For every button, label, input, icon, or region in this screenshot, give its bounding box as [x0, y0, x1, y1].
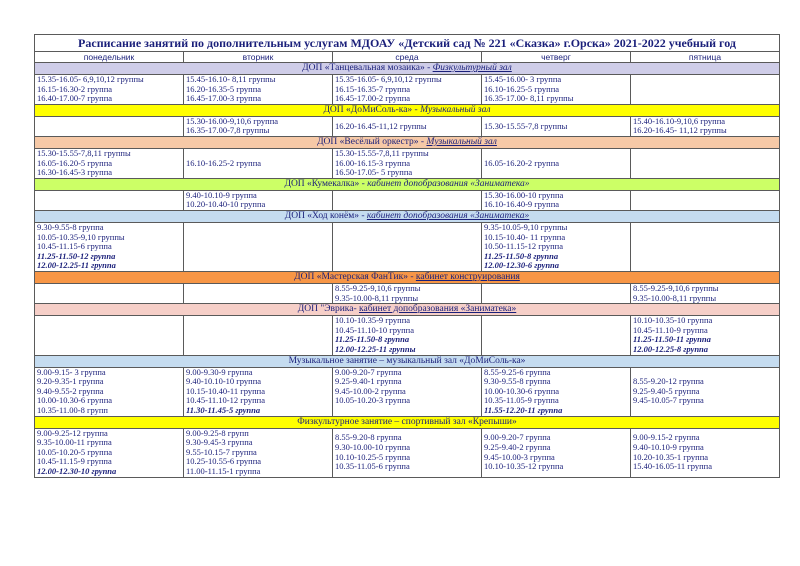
cell-thursday — [482, 283, 631, 303]
session-line: 10.10-10.35-10 группа — [633, 316, 713, 326]
cell-tuesday — [184, 316, 333, 355]
section-prefix: ДОП «ДоМиСоль-ка» - — [323, 104, 421, 115]
cell-thursday — [482, 222, 631, 271]
session-line: 10.35-11.00-8 групп — [37, 405, 108, 415]
session-line: 10.25-10.55-6 группа — [186, 457, 262, 467]
cell-monday — [35, 148, 184, 178]
cell-thursday — [482, 428, 631, 477]
section-prefix: ДОП "Эврика- — [297, 304, 360, 315]
session-line: 9.45-10.00-3 группа — [484, 452, 555, 462]
session-line: 15.35-16.05- 6,9,10,12 группы — [37, 75, 144, 84]
schedule-row — [35, 116, 780, 136]
cell-friday — [631, 428, 780, 477]
cell-monday — [35, 428, 184, 477]
session-line: 10.10-10.35-9 группа — [335, 316, 411, 326]
cell-wednesday — [333, 283, 482, 303]
session-line: 11.55-12.20-11 группа — [484, 405, 563, 415]
section-title — [35, 178, 780, 190]
cell-monday — [35, 316, 184, 355]
schedule-row — [35, 367, 780, 416]
cell-wednesday — [333, 428, 482, 477]
session-line: 9.30-9.55-8 группа — [37, 222, 104, 232]
cell-wednesday — [333, 367, 482, 416]
session-line: 16.35-17.00- 8,11 группы — [484, 94, 574, 104]
session-line: 15.40-16.05-11 группа — [633, 462, 712, 472]
session-line: 16.10-16.25-5 группа — [484, 84, 560, 94]
section-room: Музыкальный зал — [420, 104, 491, 115]
cell-tuesday — [184, 222, 333, 271]
session-line: 16.45-17.00-3 группа — [186, 94, 262, 104]
cell-thursday — [482, 75, 631, 105]
cell-wednesday — [333, 190, 482, 210]
session-line: 15.40-16.10-9,10,6 группа — [633, 116, 726, 126]
cell-thursday — [482, 190, 631, 210]
day-header-thursday: четверг — [482, 52, 631, 63]
session-line: 9.00-9.20-7 группа — [335, 367, 402, 377]
day-header-tuesday: вторник — [184, 52, 333, 63]
session-line: 9.00-9.25-12 группа — [37, 428, 108, 438]
schedule-row — [35, 428, 780, 477]
session-line: 15.30-16.00-9,10,6 группа — [186, 116, 279, 126]
cell-friday — [631, 116, 780, 136]
day-header-friday: пятница — [631, 52, 780, 63]
session-line: 12.00-12.25-8 группа — [633, 344, 709, 354]
session-line: 10.45-11.10-12 группа — [186, 396, 265, 406]
session-line: 9.35-10.05-9,10 группы — [484, 222, 568, 232]
schedule-sheet — [34, 34, 779, 478]
section-title — [35, 304, 780, 316]
session-line: 16.30-16.45-3 группа — [37, 168, 113, 178]
schedule-table — [34, 34, 780, 478]
session-line: 8.55-9.25-9,10,6 группы — [335, 283, 421, 293]
session-line: 15.45-16.00- 3 группа — [484, 75, 562, 84]
session-line: 8.55-9.25-6 группа — [484, 367, 551, 377]
session-line: 9.25-9.40-1 группа — [335, 377, 402, 387]
section-header-row — [35, 178, 780, 190]
session-line: 10.15-10.40-11 группа — [186, 386, 265, 396]
day-header-monday: понедельник — [35, 52, 184, 63]
section-room: кабинет конструирования — [415, 271, 520, 282]
section-header-row — [35, 104, 780, 116]
cell-monday — [35, 116, 184, 136]
session-line: 16.10-16.25-2 группа — [186, 158, 262, 168]
cell-wednesday — [333, 222, 482, 271]
cell-tuesday — [184, 367, 333, 416]
section-header-row — [35, 271, 780, 283]
session-line: 11.30-11.45-5 группа — [186, 405, 261, 415]
section-title — [35, 355, 780, 367]
section-header-row — [35, 355, 780, 367]
session-line: 9.00-9.25-8 групп — [186, 428, 249, 438]
cell-monday — [35, 75, 184, 105]
cell-friday — [631, 222, 780, 271]
cell-thursday — [482, 367, 631, 416]
session-line: 10.05-10.20-5 группа — [37, 447, 113, 457]
cell-friday — [631, 316, 780, 355]
section-room: кабинет допобразования «Заниматека» — [367, 178, 530, 189]
session-line: 16.20-16.45- 11,12 группы — [633, 126, 727, 136]
cell-friday — [631, 148, 780, 178]
title-row — [35, 35, 780, 52]
session-line: 12.00-12.30-10 группа — [37, 466, 117, 476]
schedule-row — [35, 148, 780, 178]
session-line: 10.10-10.35-12 группа — [484, 462, 564, 472]
session-line: 9.25-9.40-5 группа — [633, 386, 700, 396]
cell-friday — [631, 190, 780, 210]
day-header-wednesday: среда — [333, 52, 482, 63]
cell-wednesday — [333, 316, 482, 355]
cell-tuesday — [184, 190, 333, 210]
session-line: 12.00-12.25-11 группы — [335, 344, 416, 354]
section-prefix: ДОП «Танцевальная мозаика» - — [302, 63, 433, 73]
session-line: 9.00-9.15-2 группа — [633, 433, 700, 443]
session-line: 15.35-16.05- 6,9,10,12 группы — [335, 75, 442, 84]
session-line: 9.55-10.15-7 группа — [186, 447, 257, 457]
session-line: 10.45-11.15-9 группа — [37, 457, 112, 467]
session-line: 10.45-11.10-10 группа — [335, 325, 414, 335]
session-line: 16.05-16.20-5 группа — [37, 158, 113, 168]
session-line: 9.40-10.10-10 группа — [186, 377, 262, 387]
section-title — [35, 416, 780, 428]
session-line: 9.00-9.20-7 группа — [484, 433, 551, 443]
section-room: кабинет допобразования «Заниматека» — [366, 210, 530, 221]
session-line: 15.30-15.55-7,8 группы — [484, 121, 568, 131]
session-line: 10.35-11.05-6 группа — [335, 462, 410, 472]
session-line: 16.20-16.45-11,12 группы — [335, 121, 427, 131]
session-line: 10.00-10.30-6 группа — [484, 386, 560, 396]
section-title — [35, 63, 780, 75]
cell-friday — [631, 367, 780, 416]
cell-thursday — [482, 316, 631, 355]
session-line: 9.40-9.55-2 группа — [37, 386, 104, 396]
session-line: 9.35-10.00-8,11 группы — [335, 293, 419, 303]
section-title — [35, 271, 780, 283]
session-line: 15.30-15.55-7,8,11 группы — [37, 148, 131, 158]
cell-friday — [631, 75, 780, 105]
session-line: 11.00-11.15-1 группа — [186, 466, 261, 476]
section-title — [35, 210, 780, 222]
session-line: 11.25-11.50-11 группа — [633, 335, 711, 345]
section-header-row — [35, 63, 780, 75]
session-line: 8.55-9.20-8 группа — [335, 433, 402, 443]
session-line: 9.00-9.15- 3 группа — [37, 367, 106, 377]
session-line: 9.35-10.00-8,11 группы — [633, 293, 717, 303]
session-line: 10.20-10.40-10 группа — [186, 200, 266, 210]
section-prefix: ДОП «Ход конём» - — [284, 210, 367, 221]
session-line: 10.45-11.15-6 группа — [37, 242, 112, 252]
page-title: Расписание занятий по дополнительным услугам МДОАУ «Детский сад № 221 «Сказка» г.Орска» 2021-2022 учебный год — [35, 35, 780, 52]
section-prefix: ДОП «Весёлый оркестр» - — [317, 136, 427, 147]
session-line: 8.55-9.20-12 группа — [633, 377, 704, 387]
session-line: 10.10-10.25-5 группа — [335, 452, 411, 462]
cell-tuesday — [184, 428, 333, 477]
weekday-header-row — [35, 52, 780, 63]
session-line: 10.50-11.15-12 группа — [484, 242, 563, 252]
session-line: 16.40-17.00-7 группа — [37, 94, 113, 104]
cell-monday — [35, 190, 184, 210]
session-line: 9.00-9.30-9 группа — [186, 367, 253, 377]
session-line: 9.30-9.45-3 группа — [186, 438, 253, 448]
session-line: 10.45-11.10-9 группа — [633, 325, 708, 335]
session-line: 9.30-10.00-10 группа — [335, 442, 411, 452]
session-line: 11.25-11.50-8 группа — [335, 335, 410, 345]
section-prefix: Физкультурное занятие – спортивный зал «Крепыши» — [297, 416, 517, 427]
session-line: 16.15-16.30-2 группа — [37, 84, 113, 94]
session-line: 9.40-10.10-9 группа — [186, 190, 257, 200]
session-line: 9.25-9.40-2 группа — [484, 442, 551, 452]
section-prefix: ДОП «Мастерская ФанТик» - — [294, 271, 416, 282]
cell-thursday — [482, 116, 631, 136]
session-line: 12.00-12.25-11 группа — [37, 261, 116, 271]
section-room: кабинет допобразования «Заниматека» — [359, 304, 517, 315]
session-line: 10.35-11.05-9 группа — [484, 396, 559, 406]
session-line: 11.25-11.50-12 группа — [37, 251, 116, 261]
cell-wednesday — [333, 148, 482, 178]
section-header-row — [35, 210, 780, 222]
session-line: 16.05-16.20-2 группа — [484, 158, 560, 168]
session-line: 9.30-9.55-8 группа — [484, 377, 551, 387]
session-line: 16.00-16.15-3 группа — [335, 158, 411, 168]
session-line: 9.40-10.10-9 группа — [633, 442, 704, 452]
section-header-row — [35, 304, 780, 316]
session-line: 10.00-10.30-6 группа — [37, 396, 113, 406]
schedule-row — [35, 190, 780, 210]
session-line: 16.50-17.05- 5 группа — [335, 168, 413, 178]
session-line: 16.45-17.00-2 группа — [335, 94, 411, 104]
cell-thursday — [482, 148, 631, 178]
session-line: 10.15-10.40- 11 группа — [484, 232, 566, 242]
session-line: 16.20-16.35-5 группа — [186, 84, 262, 94]
section-room: Физкультурный зал — [432, 63, 512, 73]
cell-tuesday — [184, 116, 333, 136]
section-header-row — [35, 136, 780, 148]
cell-friday — [631, 283, 780, 303]
session-line: 15.45-16.10- 8,11 группы — [186, 75, 276, 84]
session-line: 9.45-10.00-2 группа — [335, 386, 406, 396]
cell-tuesday — [184, 148, 333, 178]
section-title — [35, 136, 780, 148]
session-line: 10.05-10.20-3 группа — [335, 396, 411, 406]
section-room: Музыкальный зал — [426, 136, 497, 147]
cell-wednesday — [333, 116, 482, 136]
section-prefix: ДОП «Кумекалка» - — [284, 178, 368, 189]
session-line: 15.30-16.00-10 группа — [484, 190, 564, 200]
cell-tuesday — [184, 75, 333, 105]
section-header-row — [35, 416, 780, 428]
cell-monday — [35, 222, 184, 271]
session-line: 16.35-17.00-7,8 группы — [186, 126, 270, 136]
session-line: 11.25-11.50-8 группа — [484, 251, 559, 261]
session-line: 15.30-15.55-7,8,11 группы — [335, 148, 429, 158]
session-line: 12.00-12.30-6 группа — [484, 261, 560, 271]
session-line: 16.15-16.35-7 группа — [335, 84, 411, 94]
session-line: 9.35-10.00-11 группа — [37, 438, 112, 448]
section-prefix: Музыкальное занятие – музыкальный зал «ДоМиСоль-ка» — [288, 355, 526, 366]
session-line: 8.55-9.25-9,10,6 группы — [633, 283, 719, 293]
schedule-row — [35, 75, 780, 105]
cell-monday — [35, 283, 184, 303]
session-line: 10.05-10.35-9,10 группы — [37, 232, 125, 242]
cell-monday — [35, 367, 184, 416]
schedule-row — [35, 316, 780, 355]
session-line: 9.45-10.05-7 группа — [633, 396, 704, 406]
session-line: 16.10-16.40-9 группа — [484, 200, 560, 210]
session-line: 10.20-10.35-1 группа — [633, 452, 709, 462]
schedule-row — [35, 283, 780, 303]
cell-tuesday — [184, 283, 333, 303]
cell-wednesday — [333, 75, 482, 105]
session-line: 9.20-9.35-1 группа — [37, 377, 104, 387]
section-title — [35, 104, 780, 116]
schedule-row — [35, 222, 780, 271]
